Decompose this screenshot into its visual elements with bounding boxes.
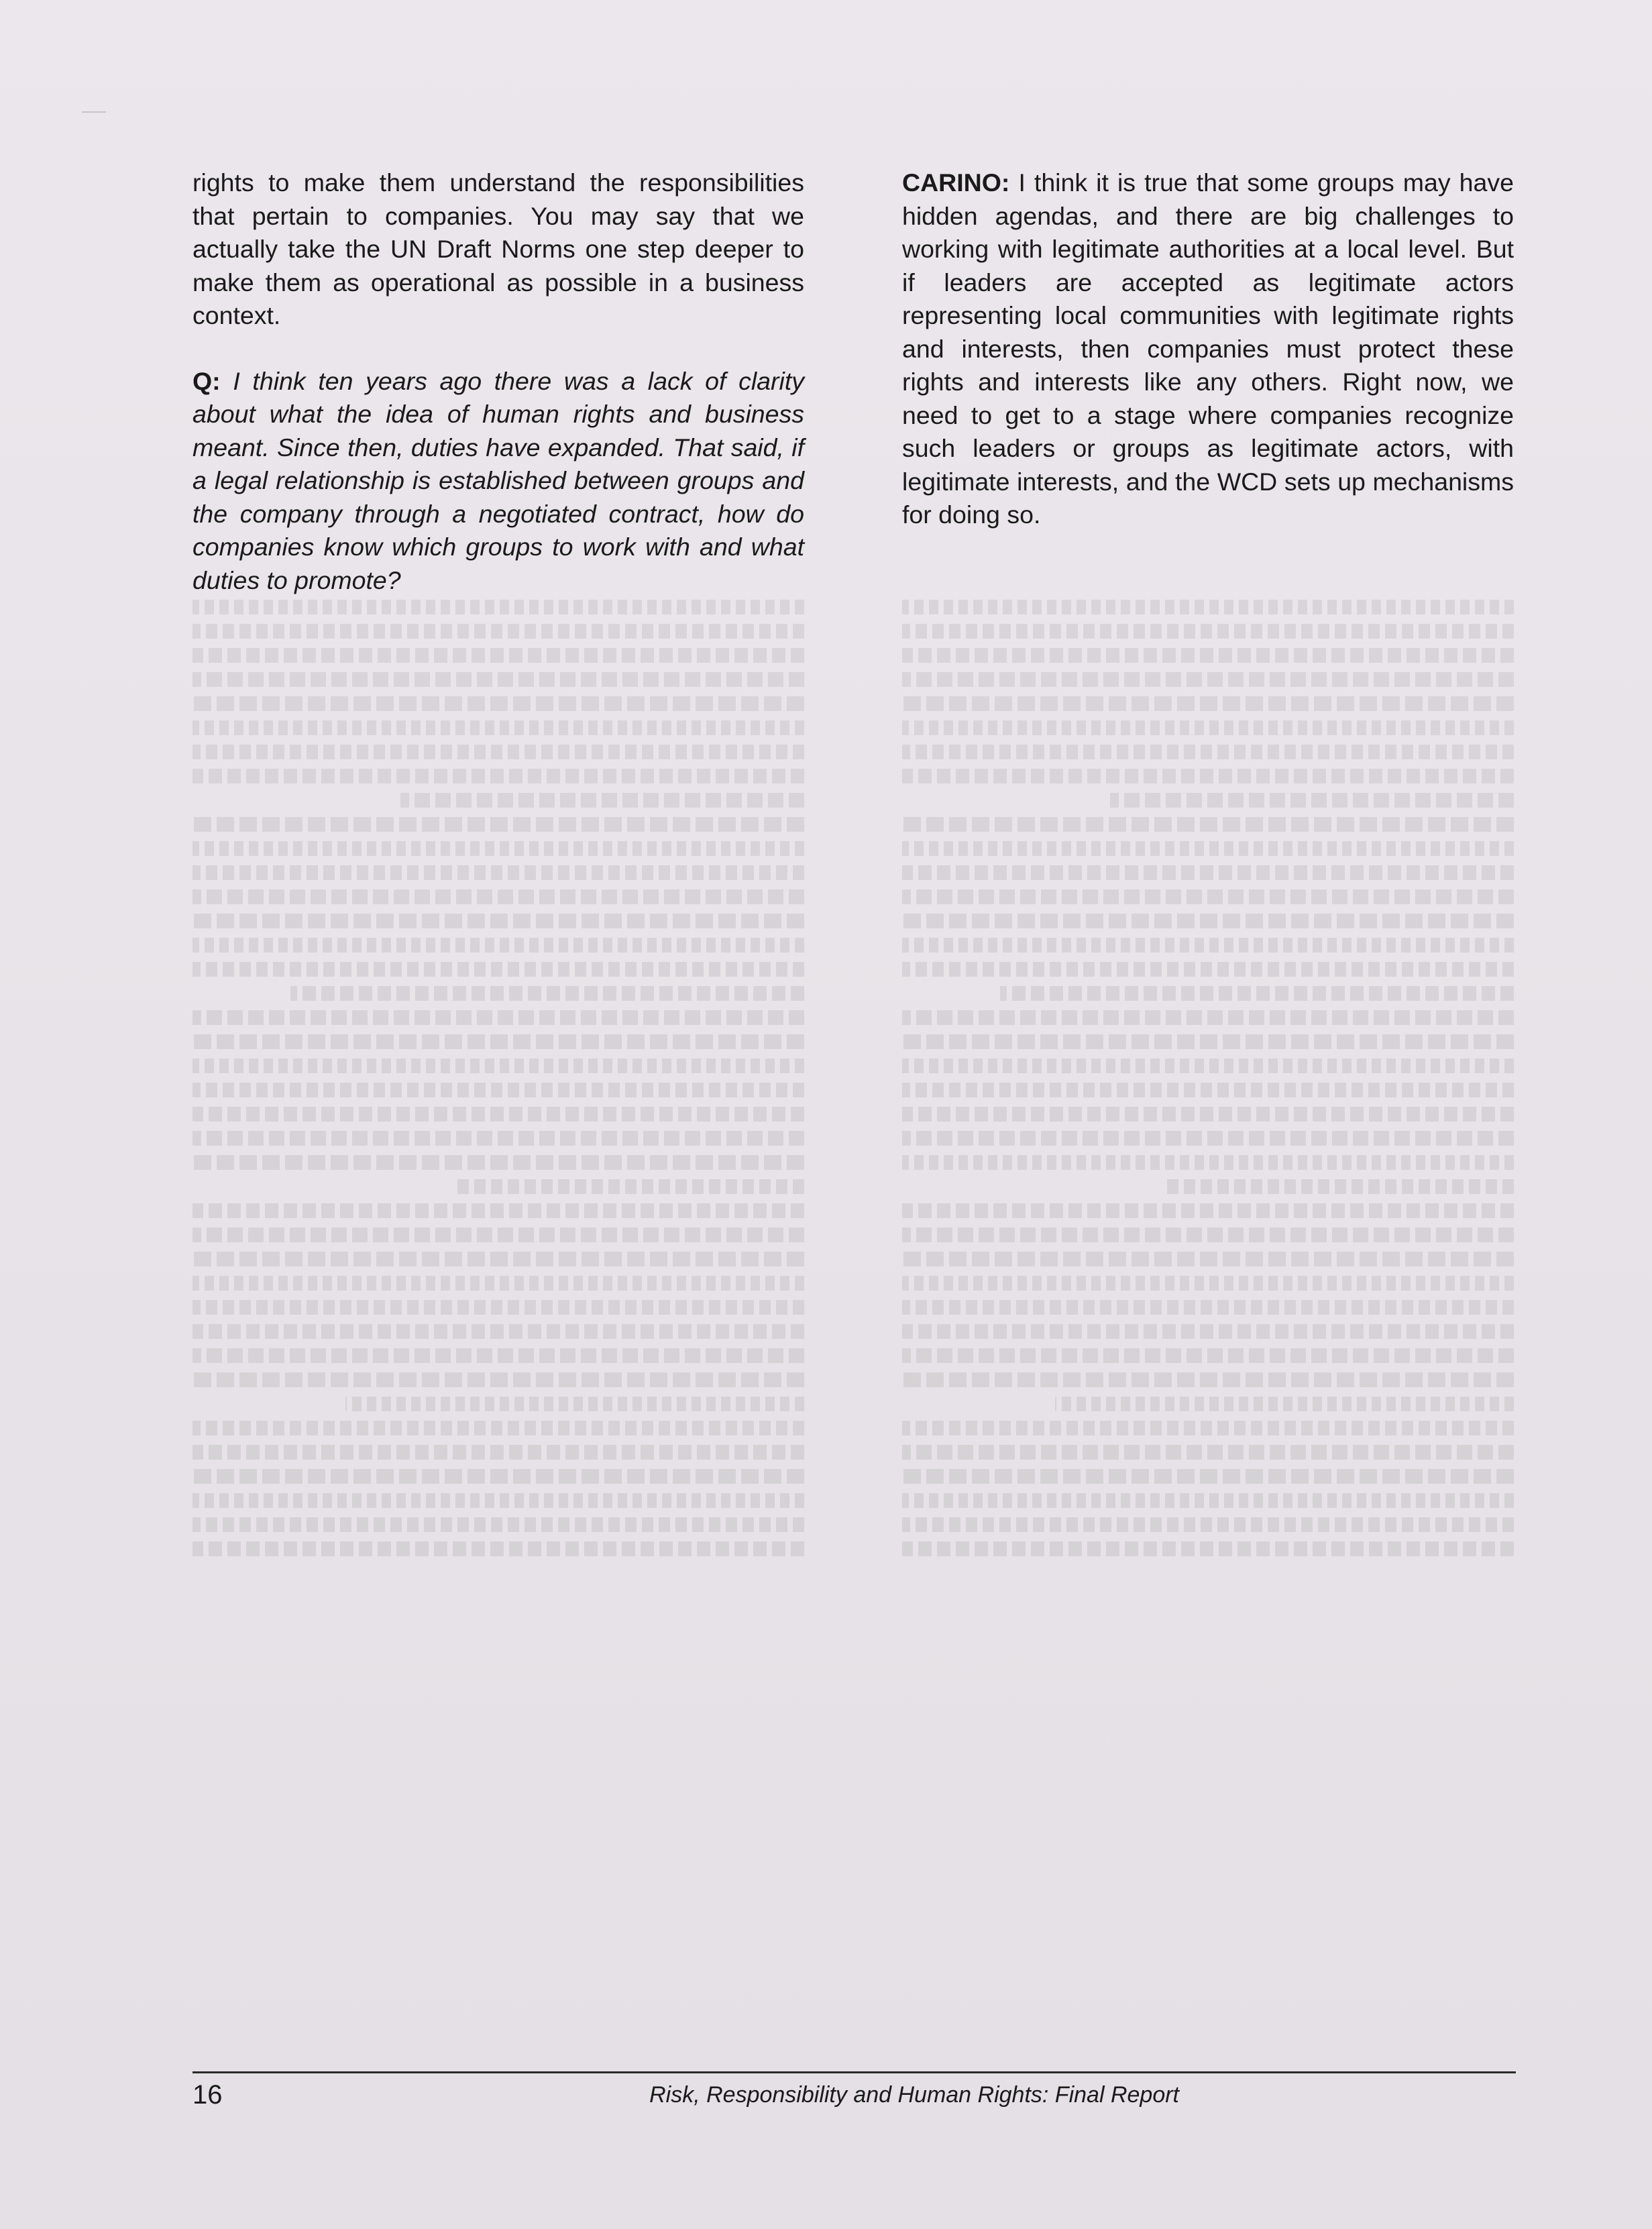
show-through-line: [902, 672, 1514, 687]
show-through-texture-right: [902, 590, 1514, 2032]
show-through-line: [902, 1493, 1514, 1508]
running-footer-title: Risk, Responsibility and Human Rights: Final Report: [649, 2082, 1179, 2108]
question-paragraph: [192, 365, 804, 598]
show-through-line: [192, 1493, 804, 1508]
show-through-line: [192, 696, 804, 711]
question-text: I think ten years ago there was a lack of clarity about what the idea of human rights and business meant. Since then, duties have expanded. That said, if a legal relationship is established between groups and the company through a negotiated contract, how do companies know which groups to work with and what duties to promote?: [192, 366, 804, 594]
show-through-line: [902, 1324, 1514, 1339]
show-through-line: [902, 1372, 1514, 1387]
show-through-line: [902, 841, 1514, 856]
show-through-line: [192, 1131, 804, 1146]
show-through-line: [192, 1421, 804, 1435]
show-through-line: [1000, 986, 1514, 1001]
show-through-line: [902, 1348, 1514, 1363]
show-through-line: [902, 1228, 1514, 1242]
show-through-texture-left: [192, 590, 804, 2032]
left-text-column: [192, 166, 804, 629]
show-through-line: [902, 1517, 1514, 1532]
show-through-line: [192, 1517, 804, 1532]
body-paragraph: rights to make them understand the responsibilities that pertain to companies. You may say that we actually take the UN Draft Norms one step deeper to make them as operational as possible in a business context.: [192, 168, 804, 329]
show-through-line: [902, 745, 1514, 759]
show-through-line: [1055, 1397, 1514, 1411]
right-text-column: [902, 166, 1514, 564]
show-through-line: [902, 914, 1514, 928]
show-through-line: [192, 1252, 804, 1266]
show-through-line: [192, 841, 804, 856]
show-through-line: [902, 1107, 1514, 1122]
show-through-line: [1165, 1179, 1514, 1194]
show-through-line: [192, 1228, 804, 1242]
show-through-line: [192, 938, 804, 953]
show-through-line: [192, 889, 804, 904]
show-through-line: [192, 1010, 804, 1025]
show-through-line: [902, 1541, 1514, 1556]
speaker-name: CARINO:: [902, 168, 1010, 197]
show-through-line: [192, 1107, 804, 1122]
show-through-line: [902, 696, 1514, 711]
show-through-line: [192, 914, 804, 928]
show-through-line: [1110, 793, 1514, 808]
show-through-line: [902, 1203, 1514, 1218]
show-through-line: [192, 1203, 804, 1218]
show-through-line: [902, 1083, 1514, 1097]
show-through-line: [902, 648, 1514, 663]
show-through-line: [192, 1324, 804, 1339]
show-through-line: [192, 1058, 804, 1073]
show-through-line: [902, 1155, 1514, 1170]
show-through-line: [902, 1034, 1514, 1049]
show-through-line: [902, 1469, 1514, 1484]
show-through-line: [192, 745, 804, 759]
show-through-line: [902, 1010, 1514, 1025]
show-through-line: [192, 672, 804, 687]
show-through-line: [902, 865, 1514, 880]
scan-artifact-mark: [82, 111, 106, 113]
page-number: 16: [192, 2080, 223, 2110]
show-through-line: [192, 1083, 804, 1097]
show-through-line: [192, 817, 804, 832]
show-through-line: [902, 1252, 1514, 1266]
show-through-line: [192, 865, 804, 880]
show-through-line: [192, 769, 804, 783]
show-through-line: [902, 720, 1514, 735]
show-through-line: [902, 817, 1514, 832]
show-through-line: [902, 600, 1514, 614]
show-through-line: [902, 624, 1514, 639]
show-through-line: [192, 648, 804, 663]
show-through-line: [902, 1276, 1514, 1291]
show-through-line: [192, 1300, 804, 1315]
question-label: Q:: [192, 366, 221, 395]
show-through-line: [902, 1300, 1514, 1315]
show-through-line: [290, 986, 804, 1001]
show-through-line: [192, 1541, 804, 1556]
show-through-line: [902, 1445, 1514, 1460]
show-through-line: [192, 1348, 804, 1363]
show-through-line: [192, 1445, 804, 1460]
show-through-line: [902, 938, 1514, 953]
show-through-line: [902, 1131, 1514, 1146]
show-through-line: [192, 1034, 804, 1049]
show-through-line: [902, 1421, 1514, 1435]
show-through-line: [902, 962, 1514, 977]
show-through-line: [192, 962, 804, 977]
show-through-line: [192, 1155, 804, 1170]
show-through-line: [902, 1058, 1514, 1073]
show-through-line: [192, 1276, 804, 1291]
show-through-line: [455, 1179, 804, 1194]
show-through-line: [902, 769, 1514, 783]
show-through-line: [192, 1372, 804, 1387]
show-through-line: [192, 1469, 804, 1484]
answer-text: I think it is true that some groups may have hidden agendas, and there are big challenges to working with legitimate authorities at a local level. But if leaders are accepted as legitimate actors representing local communities with legitimate rights and interests, then companies must protect these rights and interests like any others. Right now, we need to get to a stage where companies recognize such leaders or groups as legitimate actors, with legitimate interests, and the WCD sets up mechanisms for doing so.: [902, 168, 1514, 529]
show-through-line: [345, 1397, 804, 1411]
show-through-line: [400, 793, 804, 808]
footer-divider: [192, 2071, 1516, 2073]
show-through-line: [192, 720, 804, 735]
show-through-line: [902, 889, 1514, 904]
answer-paragraph: [902, 166, 1514, 532]
